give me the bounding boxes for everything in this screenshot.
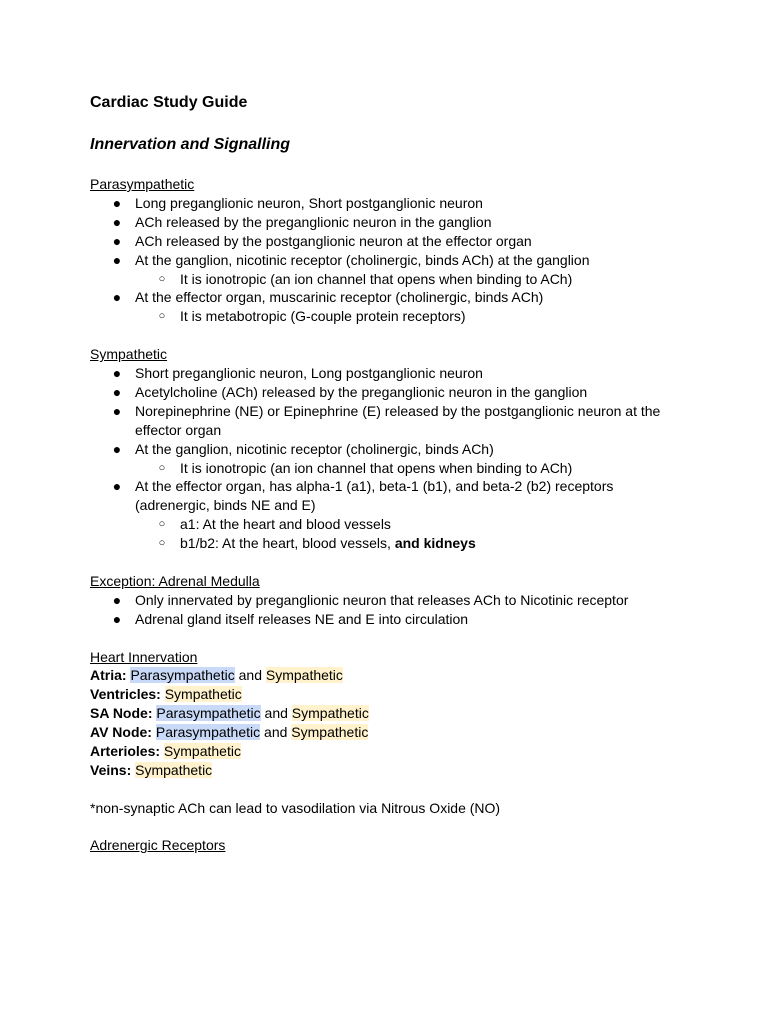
list-item	[90, 194, 690, 213]
bullet-icon: ●	[112, 478, 122, 495]
sub-list-item	[135, 270, 690, 289]
sympathetic-heading: Sympathetic	[90, 346, 168, 363]
list-item-text: Only innervated by preganglionic neuron that releases ACh to Nicotinic receptor	[135, 591, 629, 608]
bullet-icon: ●	[112, 591, 122, 608]
bullet-icon: ●	[112, 194, 122, 211]
innervation-label: SA Node:	[90, 705, 153, 722]
list-item	[90, 232, 690, 251]
list-item-text: Long preganglionic neuron, Short postganglionic neuron	[135, 194, 483, 211]
list-item	[90, 591, 690, 610]
sub-list	[135, 459, 690, 478]
sub-list-item-emphasis: and kidneys	[394, 535, 476, 552]
bullet-icon: ●	[112, 365, 122, 382]
innervation-row-sa-node	[90, 704, 690, 723]
list-item	[90, 402, 690, 440]
parasympathetic-list	[90, 194, 690, 326]
sympathetic-tag: Sympathetic	[265, 667, 343, 684]
innervation-row-veins	[90, 761, 690, 780]
bullet-icon: ●	[112, 251, 122, 268]
heart-innervation-heading: Heart Innervation	[90, 648, 198, 665]
bullet-icon: ●	[112, 289, 122, 306]
list-item-text: At the ganglion, nicotinic receptor (cholinergic, binds ACh) at the ganglion	[135, 251, 590, 268]
list-item	[90, 383, 690, 402]
innervation-label: Veins:	[90, 761, 132, 778]
innervation-label: Atria:	[90, 667, 127, 684]
list-item-text: Short preganglionic neuron, Long postganglionic neuron	[135, 365, 483, 382]
sub-list	[135, 307, 690, 326]
list-item	[90, 610, 690, 629]
parasympathetic-tag: Parasympathetic	[156, 705, 261, 722]
adrenal-list	[90, 591, 690, 629]
list-item-text: Adrenal gland itself releases NE and E into circulation	[135, 610, 469, 627]
innervation-row-av-node	[90, 723, 690, 742]
document-subtitle: Innervation and Signalling	[90, 136, 291, 153]
sub-list-item	[135, 459, 690, 478]
innervation-label: Ventricles:	[90, 686, 161, 703]
sub-list-item	[135, 515, 690, 534]
bullet-icon: ●	[112, 383, 122, 400]
list-item-text: Acetylcholine (ACh) released by the preganglionic neuron in the ganglion	[135, 383, 588, 400]
innervation-row-atria	[90, 666, 690, 685]
bullet-icon: ●	[112, 232, 122, 249]
parasympathetic-tag: Parasympathetic	[155, 724, 261, 741]
conjunction-text: and	[264, 705, 288, 722]
list-item-text: At the ganglion, nicotinic receptor (cholinergic, binds ACh)	[135, 440, 494, 457]
sympathetic-list	[90, 364, 690, 553]
list-item	[90, 364, 690, 383]
innervation-row-ventricles	[90, 685, 690, 704]
sub-list-item-text: It is ionotropic (an ion channel that opens when binding to ACh)	[180, 270, 573, 287]
document-body	[90, 175, 690, 855]
list-item-text: Norepinephrine (NE) or Epinephrine (E) released by the postganglionic neuron at the effector organ	[135, 402, 661, 438]
sympathetic-tag: Sympathetic	[163, 743, 241, 760]
list-item-text: ACh released by the postganglionic neuron at the effector organ	[135, 232, 532, 249]
hollow-bullet-icon: ○	[158, 310, 166, 323]
sub-list-item-text: a1: At the heart and blood vessels	[180, 516, 391, 533]
list-item-text: ACh released by the preganglionic neuron in the ganglion	[135, 213, 492, 230]
sub-list	[135, 515, 690, 553]
sub-list-item	[135, 534, 690, 553]
list-item	[90, 477, 690, 553]
bullet-icon: ●	[112, 440, 122, 457]
list-item	[90, 213, 690, 232]
sub-list-item-text: b1/b2: At the heart, blood vessels,	[180, 535, 391, 552]
innervation-label: AV Node:	[90, 724, 152, 741]
document-title: Cardiac Study Guide	[90, 94, 248, 111]
bullet-icon: ●	[112, 402, 122, 419]
sub-list	[135, 270, 690, 289]
hollow-bullet-icon: ○	[158, 272, 166, 285]
hollow-bullet-icon: ○	[158, 537, 166, 550]
list-item	[90, 440, 690, 478]
sub-list-item-text: It is metabotropic (G-couple protein receptors)	[180, 308, 466, 325]
innervation-row-arterioles	[90, 742, 690, 761]
adrenal-heading: Exception: Adrenal Medulla	[90, 572, 260, 589]
conjunction-text: and	[264, 724, 288, 741]
hollow-bullet-icon: ○	[158, 461, 166, 474]
list-item	[90, 288, 690, 326]
sympathetic-tag: Sympathetic	[135, 761, 213, 778]
innervation-label: Arterioles:	[90, 743, 161, 760]
list-item-text: At the effector organ, muscarinic receptor (cholinergic, binds ACh)	[135, 289, 544, 306]
bullet-icon: ●	[112, 610, 122, 627]
sub-list-item-text: It is ionotropic (an ion channel that opens when binding to ACh)	[180, 459, 573, 476]
sub-list-item	[135, 307, 690, 326]
adrenergic-heading: Adrenergic Receptors	[90, 837, 226, 854]
sympathetic-tag: Sympathetic	[164, 686, 242, 703]
parasympathetic-heading: Parasympathetic	[90, 176, 195, 192]
list-item-text: At the effector organ, has alpha-1 (a1), beta-1 (b1), and beta-2 (b2) receptors (adrenergic, binds NE and E)	[135, 478, 614, 514]
footnote: *non-synaptic ACh can lead to vasodilation via Nitrous Oxide (NO)	[90, 799, 501, 816]
sympathetic-tag: Sympathetic	[291, 724, 369, 741]
conjunction-text: and	[238, 667, 262, 684]
hollow-bullet-icon: ○	[158, 518, 166, 531]
bullet-icon: ●	[112, 213, 122, 230]
parasympathetic-tag: Parasympathetic	[130, 667, 235, 684]
list-item	[90, 251, 690, 289]
sympathetic-tag: Sympathetic	[291, 705, 369, 722]
